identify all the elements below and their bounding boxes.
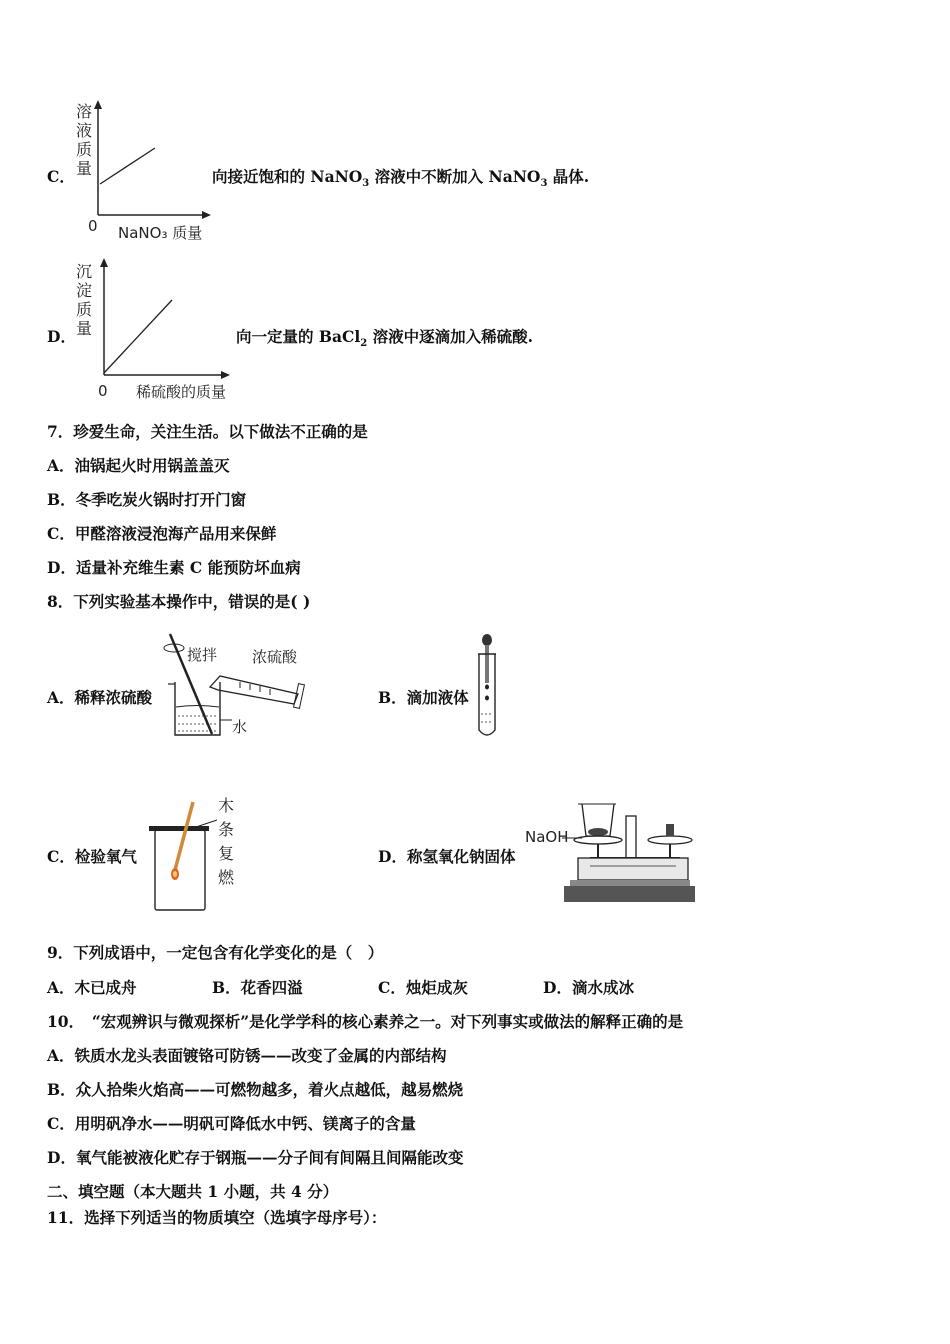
- q6-d-label: D．: [47, 327, 76, 346]
- q8-c-stick-char: 复: [217, 844, 234, 863]
- q6-c-description: [212, 165, 589, 189]
- q6-d-desc-text: 溶液中逐滴加入稀硫酸.: [367, 327, 534, 346]
- q6-d-y-char: 量: [75, 319, 92, 338]
- q9-option-d: D．滴水成冰: [543, 978, 634, 997]
- q6-c-label: C．: [47, 167, 75, 186]
- q10-stem: 10． “宏观辨识与微观探析”是化学学科的核心素养之一。对下列事实或做法的解释正确的是: [47, 1012, 684, 1031]
- q9-option-c: C．烛炬成灰: [378, 978, 468, 997]
- q6-d-x-axis-label: 稀硫酸的质量: [136, 383, 227, 401]
- q6-d-y-char: 质: [75, 300, 92, 319]
- q6-d-origin: 0: [98, 382, 108, 400]
- q6-c-desc-sub: 3: [540, 178, 548, 190]
- q8-option-b-label: B．滴加液体: [378, 688, 469, 707]
- q6-c-desc-text: 晶体.: [547, 167, 590, 186]
- q8-c-oxygen-test-illustration: [145, 798, 225, 916]
- q10-option-d: D．氧气能被液化贮存于钢瓶——分子间有间隔且间隔能改变: [47, 1148, 464, 1167]
- section-2-title: 二、填空题（本大题共 1 小题，共 4 分）: [47, 1182, 339, 1201]
- q8-c-stick-char: 燃: [217, 868, 234, 887]
- q6-c-y-char: 质: [75, 140, 92, 159]
- q6-c-desc-text: 向接近饱和的 NaNO: [212, 167, 363, 186]
- q6-c-y-char: 量: [75, 159, 92, 178]
- q6-d-y-char: 沉: [75, 262, 92, 281]
- q7-option-a: A．油锅起火时用锅盖盖灭: [47, 456, 230, 475]
- q8-option-a-label: A．稀释浓硫酸: [47, 688, 153, 707]
- q7-stem: 7．珍爱生命，关注生活。以下做法不正确的是: [47, 422, 368, 441]
- q8-d-naoh-label: NaOH: [525, 828, 569, 846]
- q6-d-desc-sub: 2: [360, 338, 368, 350]
- q8-stem: 8．下列实验基本操作中，错误的是( ): [47, 592, 311, 611]
- q9-stem: 9．下列成语中，一定包含有化学变化的是（ ）: [47, 943, 384, 962]
- q8-option-c-label: C．检验氧气: [47, 847, 137, 866]
- q8-d-balance-illustration: [560, 796, 695, 908]
- q8-b-dropper-illustration: [475, 632, 499, 742]
- q6-c-desc-text: 溶液中不断加入 NaNO: [369, 167, 541, 186]
- q7-option-c: C．甲醛溶液浸泡海产品用来保鲜: [47, 524, 277, 543]
- q6-d-y-char: 淀: [75, 281, 92, 300]
- q8-a-water-label: 水: [232, 718, 248, 736]
- q8-c-stick-char: 木: [217, 796, 234, 815]
- q8-c-stick-char: 条: [217, 820, 234, 839]
- q8-a-acid-label: 浓硫酸: [252, 648, 298, 666]
- q6-c-desc-sub: 3: [362, 178, 370, 190]
- q8-a-stir-label: 搅拌: [187, 646, 218, 664]
- q6-c-origin: 0: [88, 217, 98, 235]
- q9-option-a: A．木已成舟: [47, 978, 137, 997]
- q6-c-y-char: 溶: [75, 102, 92, 121]
- q6-c-y-char: 液: [75, 121, 92, 140]
- q10-option-b: B．众人拾柴火焰高——可燃物越多，着火点越低，越易燃烧: [47, 1080, 464, 1099]
- q8-option-d-label: D．称氢氧化钠固体: [378, 847, 516, 866]
- q7-option-d: D．适量补充维生素 C 能预防坏血病: [47, 558, 301, 577]
- q11-stem: 11．选择下列适当的物质填空（选填字母序号）：: [47, 1208, 387, 1227]
- q8-c-stick-label: [217, 794, 235, 890]
- q7-option-b: B．冬季吃炭火锅时打开门窗: [47, 490, 247, 509]
- q6-d-y-axis-label: [75, 262, 93, 338]
- q10-option-c: C．用明矾净水——明矾可降低水中钙、镁离子的含量: [47, 1114, 416, 1133]
- q6-c-x-axis-label: NaNO₃ 质量: [118, 224, 203, 242]
- q6-d-desc-text: 向一定量的 BaCl: [236, 327, 361, 346]
- q10-option-a: A．铁质水龙头表面镀铬可防锈——改变了金属的内部结构: [47, 1046, 447, 1065]
- q6-d-graph: [96, 258, 236, 383]
- q9-option-b: B．花香四溢: [212, 978, 303, 997]
- q6-c-graph: [90, 100, 215, 225]
- q6-d-description: [236, 325, 533, 349]
